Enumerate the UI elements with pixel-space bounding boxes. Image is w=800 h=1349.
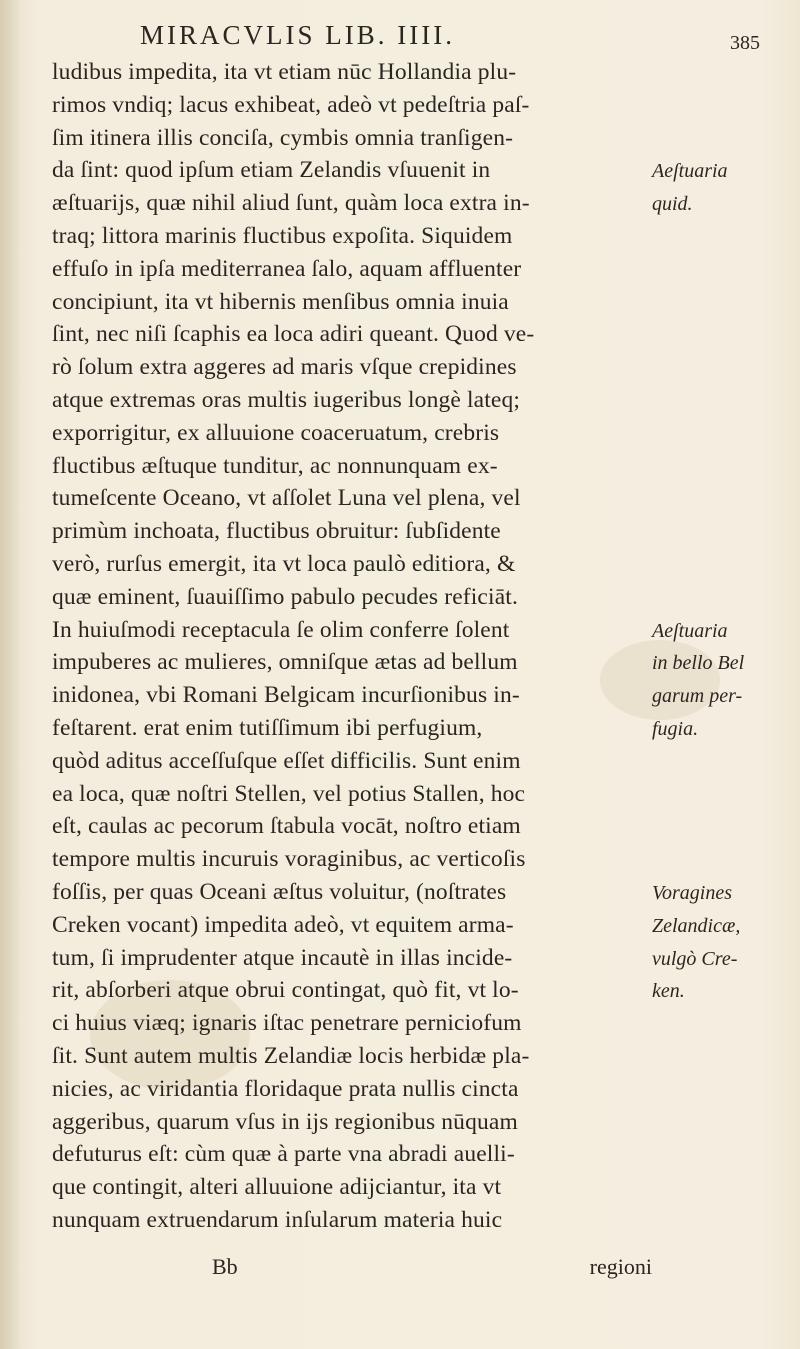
text-line: rimos vndiq; lacus exhibeat, adeò vt pedeſtria paſ-: [52, 91, 530, 118]
text-line: ſim itinera illis conciſa, cymbis omnia tranſigen-: [52, 124, 514, 151]
text-line: impuberes ac mulieres, omniſque ætas ad bellum: [52, 649, 518, 676]
running-title: MIRACVLIS LIB. IIII.: [140, 20, 455, 50]
text-line: fluctibus æſtuque tunditur, ac nonnunquam ex-: [52, 452, 498, 479]
margin-note: vulgò Cre-: [652, 947, 738, 970]
margin-note: in bello Bel: [652, 652, 745, 675]
text-line: traq; littora marinis fluctibus expoſita. Siquidem: [52, 222, 513, 249]
text-line: ludibus impedita, ita vt etiam nūc Hollandia plu-: [52, 59, 517, 85]
text-line: foſſis, per quas Oceani æſtus voluitur, (noſtrates: [52, 878, 507, 905]
page-number: 385: [730, 32, 760, 54]
margin-note: ken.: [652, 980, 685, 1003]
text-line: que contingit, alteri alluuione adijciantur, ita vt: [52, 1174, 502, 1201]
text-line: verò, rurſus emergit, ita vt loca paulò editiora, &: [52, 550, 516, 577]
text-line: exporrigitur, ex alluuione coaceruatum, crebris: [52, 419, 500, 446]
text-line: atque extremas oras multis iugeribus longè lateq;: [52, 386, 521, 413]
text-line: quòd aditus acceſſuſque eſſet difficilis. Sunt enim: [52, 747, 521, 774]
gutter-shadow: [0, 0, 22, 1349]
text-line: defuturus eſt: cùm quæ à parte vna abradi auelli-: [52, 1141, 515, 1168]
text-line: da ſint: quod ipſum etiam Zelandis vſuuenit in: [52, 157, 491, 184]
page-header: [140, 18, 760, 58]
catchword: regioni: [589, 1254, 652, 1279]
text-line: primùm inchoata, fluctibus obruitur: ſubſidente: [52, 518, 501, 545]
text-line: æſtuarijs, quæ nihil aliud ſunt, quàm loca extra in-: [52, 190, 530, 217]
text-line: ea loca, quæ noſtri Stellen, vel potius Stallen, hoc: [52, 780, 526, 807]
body-text: [52, 56, 642, 1237]
text-line: rit, abſorberi atque obrui contingat, quò fit, vt lo-: [52, 977, 519, 1004]
margin-note: Aeſtuaria: [652, 619, 728, 642]
signature-mark: Bb: [212, 1254, 238, 1279]
text-line: feſtarent. erat enim tutiſſimum ibi perfugium,: [52, 714, 483, 741]
text-line: eſt, caulas ac pecorum ſtabula vocāt, noſtro etiam: [52, 813, 521, 840]
text-line: ci huius viæq; ignaris iſtac penetrare perniciofum: [52, 1010, 522, 1037]
text-line: nicies, ac viridantia floridaque prata nullis cincta: [52, 1075, 519, 1102]
margin-note: Aeſtuaria: [652, 160, 728, 183]
margin-note: Zelandicæ,: [652, 914, 741, 937]
text-line: Creken vocant) impedita adeò, vt equitem arma-: [52, 911, 514, 938]
page-footer: [52, 1254, 652, 1288]
margin-note: Voragines: [652, 882, 732, 904]
text-line: inidonea, vbi Romani Belgicam incurſionibus in-: [52, 682, 520, 709]
text-line: rò ſolum extra aggeres ad maris vſque crepidines: [52, 354, 517, 381]
text-line: ſit. Sunt autem multis Zelandiæ locis herbidæ pla-: [52, 1042, 530, 1069]
margin-note: fugia.: [652, 718, 699, 740]
margin-note: garum per-: [652, 685, 743, 708]
text-line: tum, ſi imprudenter atque incautè in illas incide-: [52, 944, 513, 971]
text-line: ſint, nec niſi ſcaphis ea loca adiri queant. Quod ve-: [52, 321, 535, 348]
text-line: aggeribus, quarum vſus in ijs regionibus nūquam: [52, 1108, 518, 1135]
text-line: nunquam extruendarum inſularum materia huic: [52, 1206, 503, 1233]
text-line: tempore multis incuruis voraginibus, ac verticoſis: [52, 846, 526, 873]
text-line: quæ eminent, ſuauiſſimo pabulo pecudes reficiāt.: [52, 583, 518, 610]
text-line: In huiuſmodi receptacula ſe olim conferre ſolent: [52, 616, 510, 643]
text-line: tumeſcente Oceano, vt aſſolet Luna vel plena, vel: [52, 485, 521, 512]
margin-note: quid.: [652, 193, 693, 216]
text-line: effuſo in ipſa mediterranea ſalo, aquam affluenter: [52, 255, 522, 282]
text-line: concipiunt, ita vt hibernis menſibus omnia inuia: [52, 288, 509, 315]
